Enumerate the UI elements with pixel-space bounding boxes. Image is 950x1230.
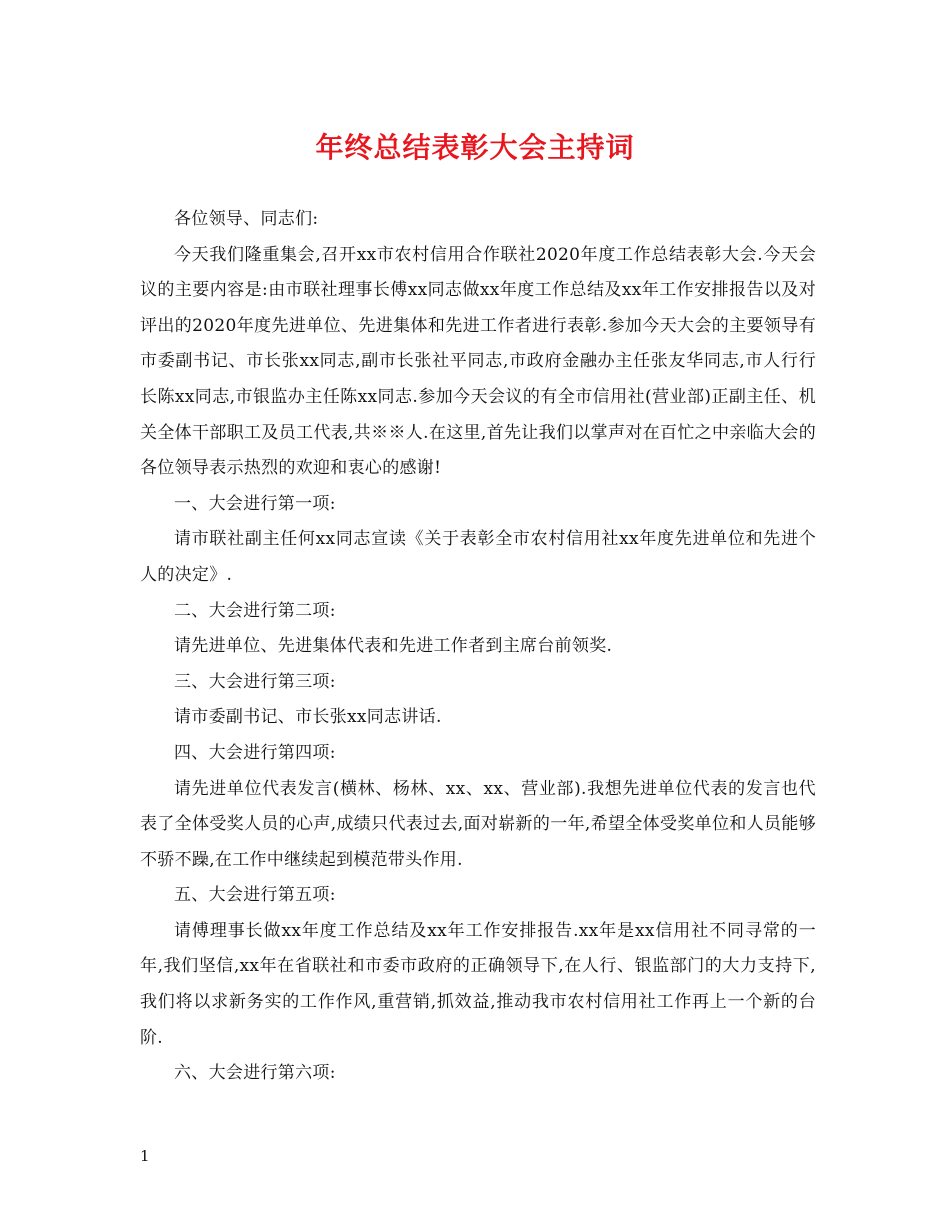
document-title: 年终总结表彰大会主持词: [315, 131, 635, 164]
agenda-item-3-heading: 三、大会进行第三项:: [174, 671, 336, 692]
agenda-item-1-text: 请市联社副主任何xx同志宣读《关于表彰全市农村信用社xx年度先进单位和先进个人的决定》.: [140, 529, 816, 585]
page-number: 1: [140, 1147, 150, 1165]
agenda-item-2-heading: 二、大会进行第二项:: [174, 600, 336, 621]
agenda-item-1-heading: 一、大会进行第一项:: [174, 493, 336, 514]
agenda-item-5-text: 请傅理事长做xx年度工作总结及xx年工作安排报告.xx年是xx信用社不同寻常的一年,我们坚信,xx年在省联社和市委市政府的正确领导下,在人行、银监部门的大力支持下,我们将以求新务实的工作作风,重营销,抓效益,推动我市农村信用社工作再上一个新的台阶.: [140, 920, 816, 1048]
paragraph-greeting: 各位领导、同志们:: [174, 209, 319, 229]
agenda-item-4-text: 请先进单位代表发言(横林、杨林、xx、xx、营业部).我想先进单位代表的发言也代表了全体受奖人员的心声,成绩只代表过去,面对崭新的一年,希望全体受奖单位和人员能够不骄不躁,在工作中继续起到模范带头作用.: [140, 778, 816, 870]
agenda-item-6-heading: 六、大会进行第六项:: [174, 1063, 336, 1084]
agenda-item-5-heading: 五、大会进行第五项:: [174, 885, 336, 906]
agenda-item-2-text: 请先进单位、先进集体代表和先进工作者到主席台前领奖.: [174, 636, 613, 657]
agenda-item-4-heading: 四、大会进行第四项:: [174, 742, 336, 763]
agenda-item-3-text: 请市委副书记、市长张xx同志讲话.: [174, 707, 442, 728]
document-body: [140, 202, 816, 1092]
paragraph-opening: 今天我们隆重集会,召开xx市农村信用合作联社2020年度工作总结表彰大会.今天会议的主要内容是:由市联社理事长傅xx同志做xx年度工作总结及xx年工作安排报告以及对评出的2020年度先进单位、先进集体和先进工作者进行表彰.参加今天大会的主要领导有市委副书记、市长张xx同志,副市长张社平同志,市政府金融办主任张友华同志,市人行行长陈xx同志,市银监办主任陈xx同志.参加今天会议的有全市信用社(营业部)正副主任、机关全体干部职工及员工代表,共※※人.在这里,首先让我们以掌声对在百忙之中亲临大会的各位领导表示热烈的欢迎和衷心的感谢!: [140, 244, 816, 479]
